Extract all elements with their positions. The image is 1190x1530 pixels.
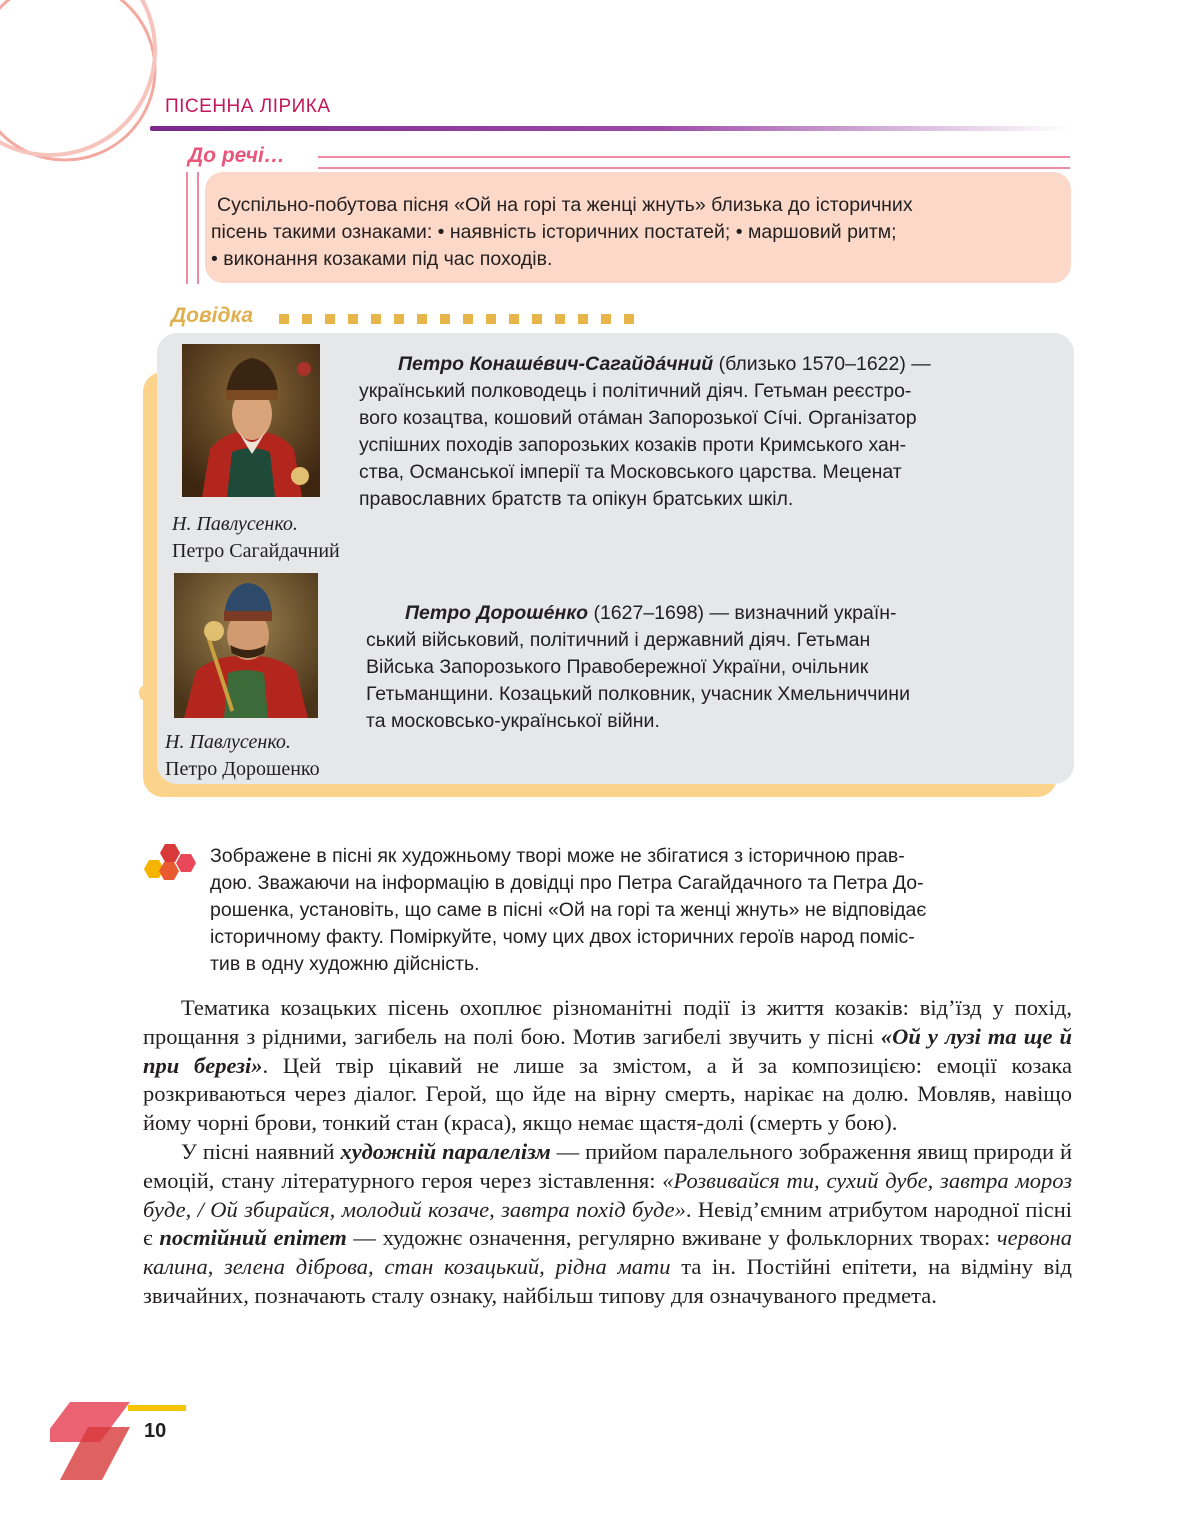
task-line: історичному факту. Поміркуйте, чому цих двох історичних героїв народ поміс- bbox=[210, 926, 915, 948]
task-line: дою. Зважаючи на інформацію в довідці про Петра Сагайдачного та Петра До- bbox=[210, 872, 924, 894]
caption-title: Петро Сагайдачний bbox=[172, 540, 340, 562]
do-rechi-side-rule bbox=[186, 172, 199, 284]
page-number: 10 bbox=[144, 1420, 167, 1442]
bio-line: та московсько-української війни. bbox=[366, 710, 660, 732]
bio-sahaidachny bbox=[359, 351, 1045, 513]
bio-line: успішних походів запорозьких козаків проти Кримського хан- bbox=[359, 434, 907, 456]
text-run: У пісні наявний bbox=[181, 1138, 341, 1164]
dovidka-dotted-rule bbox=[279, 314, 639, 324]
text-run: — прийом паралельного зображення явищ природи й емоцій, стану літературного героя через зіставлення: bbox=[143, 1138, 1073, 1193]
person-name: Петро Конашéвич-Сагайдáчний bbox=[398, 353, 714, 375]
header-divider bbox=[150, 126, 1070, 131]
task-line: Зображене в пісні як художньому творі може не збігатися з історичною прав- bbox=[210, 845, 905, 867]
portrait-caption bbox=[172, 511, 340, 565]
bio-text: (1627–1698) — визначний україн- bbox=[588, 602, 897, 624]
song-title: «Ой у лузі та ще й при березі» bbox=[143, 1023, 1072, 1078]
quote: «Розвивайся ти, сухий дубе, завтра мороз буде, / Ой збирайся, молодий козаче, завтра похід буде» bbox=[143, 1167, 1072, 1222]
bio-line: Війська Запорозького Правобережної України, очільник bbox=[366, 656, 869, 678]
text-run: та ін. Постійні епітети, на відміну від звичайних, позначають сталу ознаку, найбільш типову для означуваного предмета. bbox=[143, 1254, 1073, 1308]
dovidka-backdrop-notch bbox=[139, 686, 147, 700]
portrait-sahaidachny bbox=[182, 344, 320, 497]
text-run: . Невід’ємним атрибутом народної пісні є bbox=[143, 1196, 1072, 1251]
text-run: — художнє означення, регулярно вживане у фольклорних творах: bbox=[346, 1225, 997, 1251]
text-run: . Цей твір цікавий не лише за змістом, а й за композицією: емоції козака розкриваються через діалог. Герой, що йде на вірну смерть, нарікає на долю. Мовляв, навіщо йому чорні брови, тонкий стан (краса), якщо немає щастя-долі (смерть у бою). bbox=[143, 1052, 1072, 1136]
dovidka-heading: Довідка bbox=[171, 304, 254, 327]
text-run: Тематика козацьких пісень охоплює різноманітні події із життя козаків: від’їзд у похід, прощання з рідними, загибель на полі бою. Мотив загибелі звучить у пісні bbox=[143, 995, 1072, 1049]
caption-author: Н. Павлусенко. bbox=[165, 731, 291, 753]
section-title: ПІСЕННА ЛІРИКА bbox=[165, 96, 331, 117]
do-rechi-heading-rule bbox=[318, 156, 1070, 169]
bio-doroshenko bbox=[366, 600, 1052, 735]
person-name: Петро Дорошéнко bbox=[405, 602, 589, 624]
bio-text: (близько 1570–1622) — bbox=[713, 353, 931, 375]
bio-line: Гетьманщини. Козацький полковник, учасник Хмельниччини bbox=[366, 683, 910, 705]
task-line: рошенка, установіть, що саме в пісні «Ой на горі та женці жнуть» не відповідає bbox=[210, 899, 927, 921]
term: художній паралелізм bbox=[340, 1138, 551, 1164]
term: постійний епітет bbox=[159, 1225, 347, 1251]
do-rechi-line: • виконання козаками під час походів. bbox=[211, 248, 553, 270]
caption-author: Н. Павлусенко. bbox=[172, 513, 298, 535]
examples: червона калина, зелена діброва, стан козацький, рідна мати bbox=[143, 1225, 1072, 1280]
bio-line: український полководець і політичний діяч. Гетьман реєстро- bbox=[359, 380, 912, 402]
task-hexagons-icon bbox=[141, 840, 206, 886]
bio-line: православних братств та опікун братських шкіл. bbox=[359, 488, 794, 510]
do-rechi-heading: До речі… bbox=[188, 144, 285, 167]
paragraph bbox=[143, 994, 1072, 1138]
portrait-doroshenko bbox=[174, 573, 318, 718]
do-rechi-box bbox=[205, 172, 1071, 283]
bio-line: ський військовий, політичний і державний діяч. Гетьман bbox=[366, 629, 871, 651]
caption-title: Петро Дорошенко bbox=[165, 758, 320, 780]
do-rechi-line: пісень такими ознаками: • наявність історичних постатей; • маршовий ритм; bbox=[211, 221, 897, 243]
paragraph bbox=[143, 1138, 1072, 1311]
task-text bbox=[210, 843, 1042, 978]
task-line: тив в одну художню дійсність. bbox=[210, 953, 480, 975]
footer-decoration bbox=[50, 1402, 190, 1480]
bio-line: вого козацтва, кошовий отáман Запорозької Сíчі. Організатор bbox=[359, 407, 917, 429]
main-text bbox=[143, 994, 1072, 1311]
bio-line: ства, Османської імперії та Московського царства. Меценат bbox=[359, 461, 902, 483]
do-rechi-line: Суспільно-побутова пісня «Ой на горі та женці жнуть» близька до історичних bbox=[217, 194, 913, 216]
portrait-caption bbox=[165, 729, 320, 783]
